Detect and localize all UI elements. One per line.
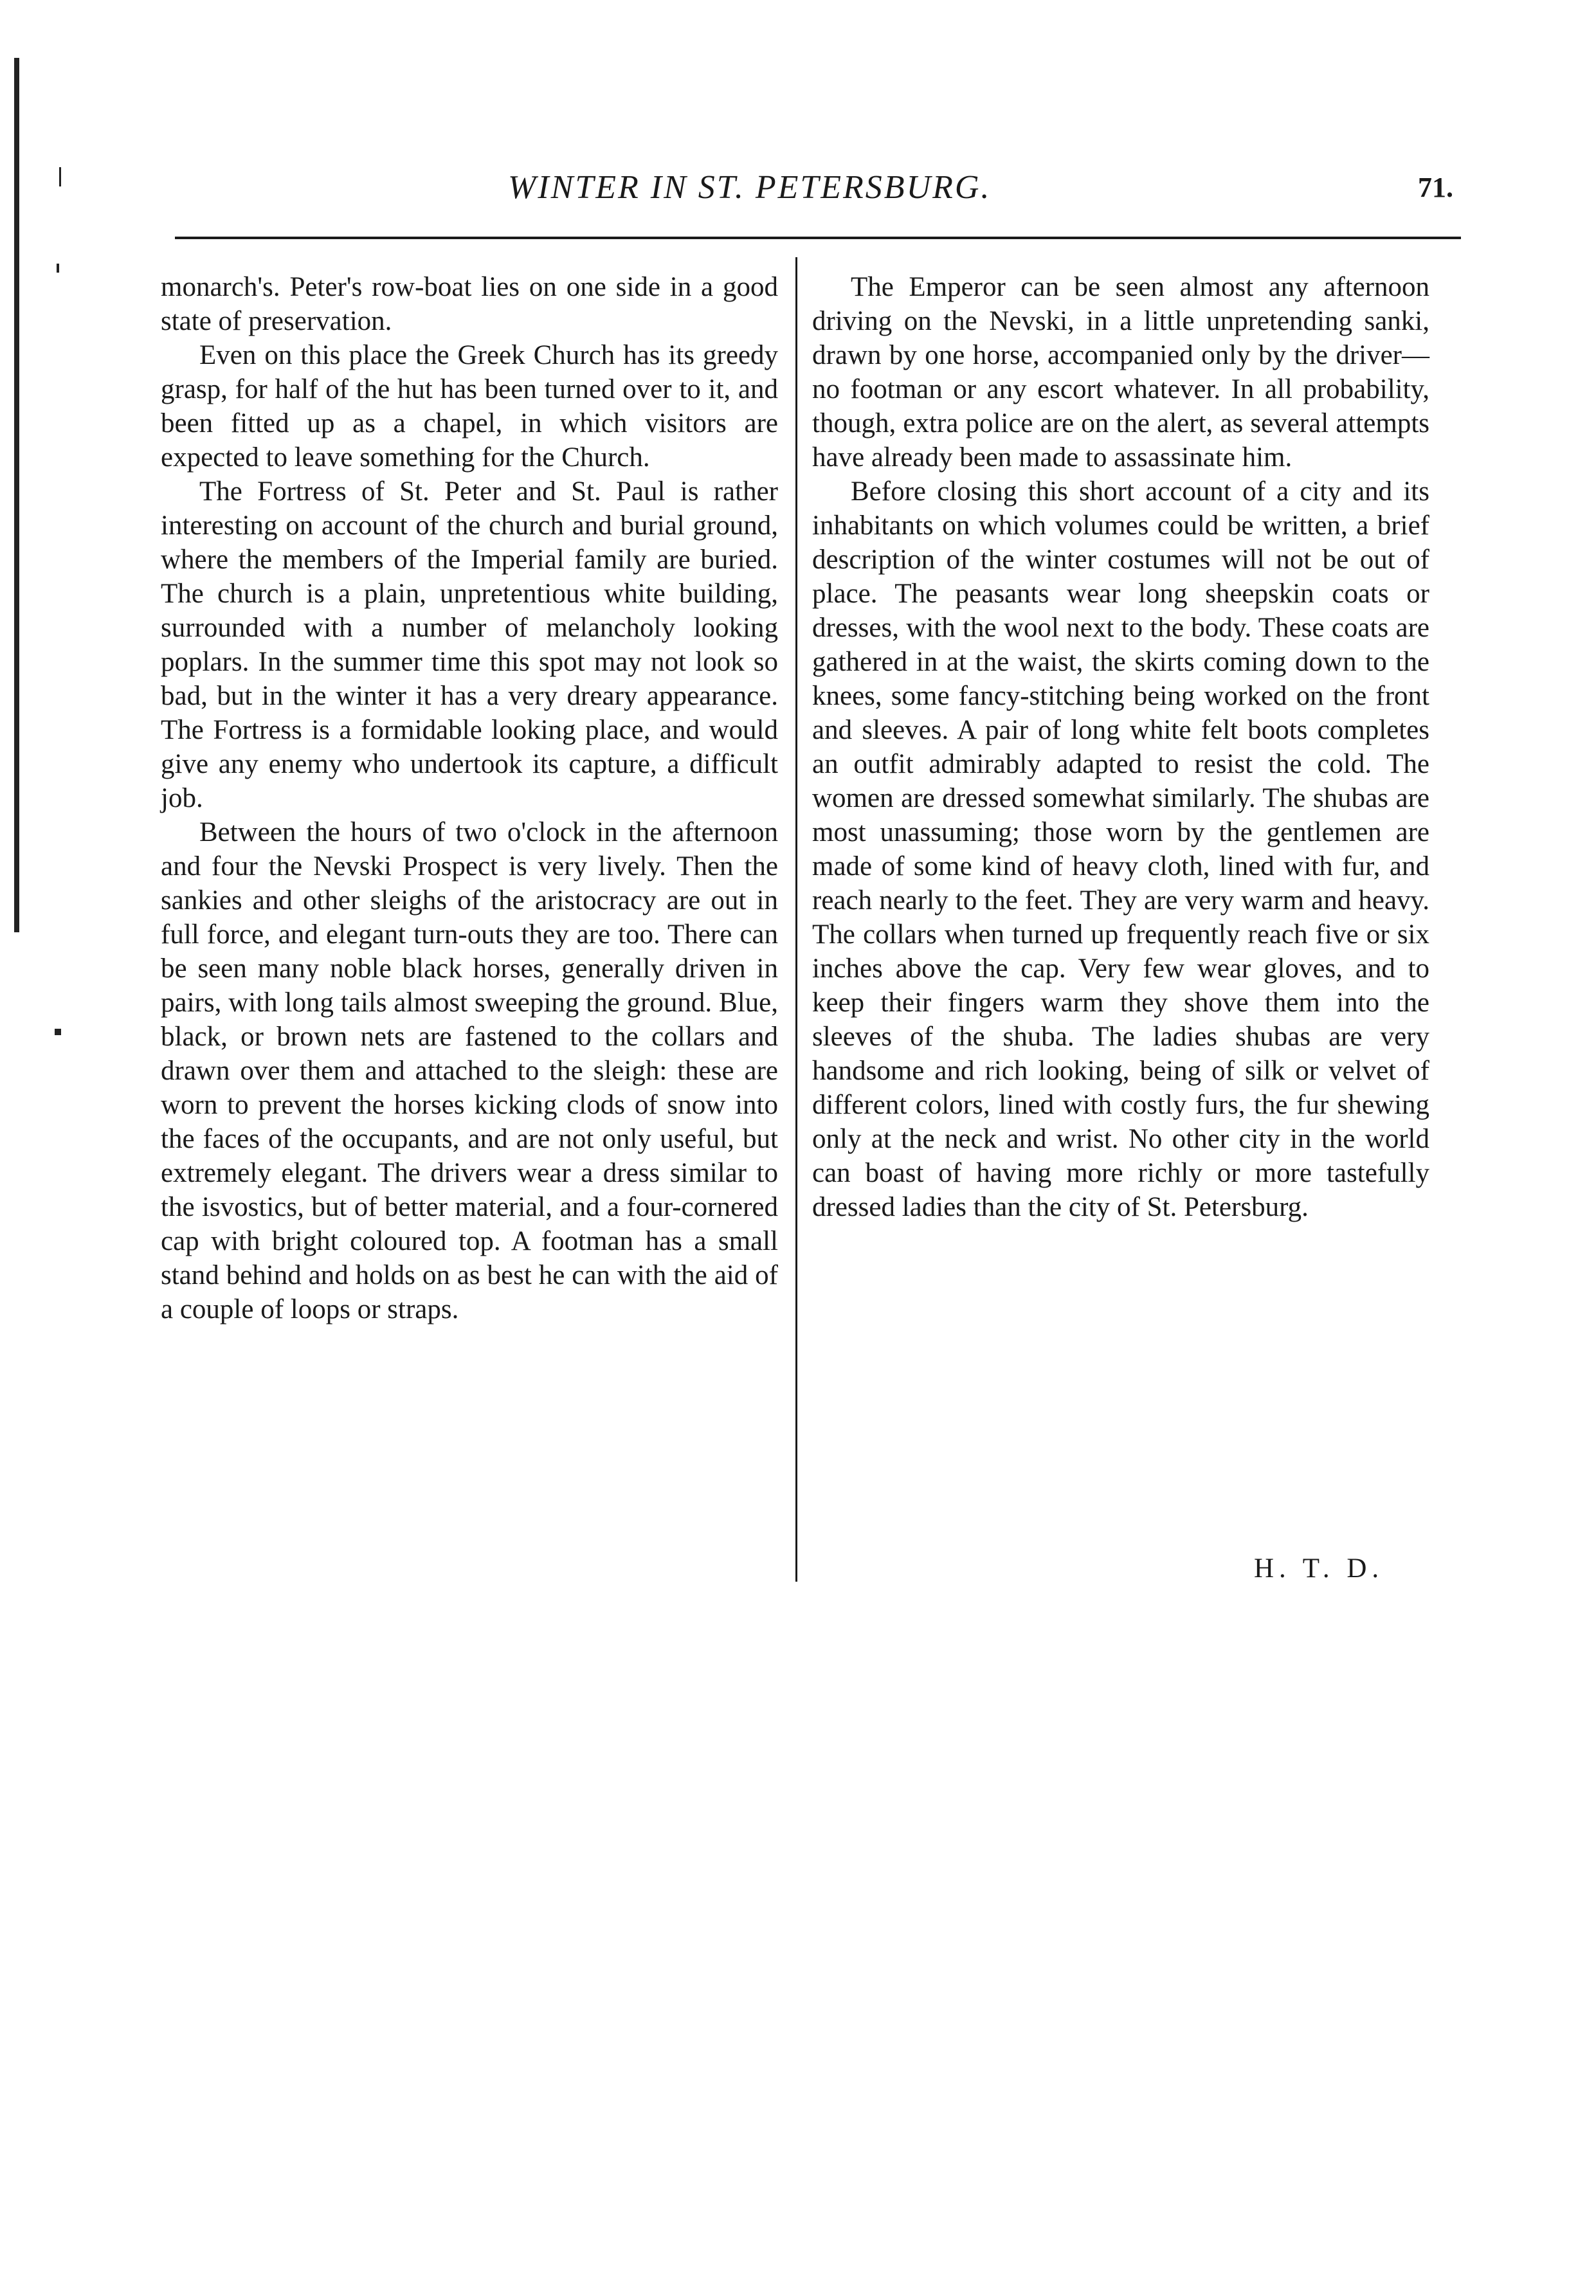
author-signature: H. T. D. [1254, 1553, 1384, 1584]
paragraph: Between the hours of two o'clock in the afternoon and four the Nevski Prospect is very lively. Then the sankies and other sleighs of the aristocracy are out in full force, and elegant turn-outs they are too. There can be seen many noble black horses, generally driven in pairs, with long tails almost sweeping the ground. Blue, black, or brown nets are fastened to the collars and drawn over them and attached to the sleigh: these are worn to prevent the horses kicking clods of snow into the faces of the occupants, and are not only useful, but extremely elegant. The drivers wear a dress similar to the isvostics, but of better material, and a four-cornered cap with bright coloured top. A footman has a small stand behind and holds on as best he can with the aid of a couple of loops or straps. [161, 817, 778, 1324]
paragraph: monarch's. Peter's row-boat lies on one side in a good state of preservation. [161, 272, 778, 336]
page-header [174, 168, 1460, 220]
scan-edge-line [14, 58, 19, 932]
scan-speck [57, 264, 59, 273]
page-number: 71. [1418, 172, 1453, 203]
paragraph: The Fortress of St. Peter and St. Paul is rather interesting on account of the church and burial ground, where the members of the Imperial family are buried. The church is a plain, unpretentious white building, surrounded with a number of melancholy looking poplars. In the summer time this spot may not look so bad, but in the winter it has a very dreary appearance. The Fortress is a formidable looking place, and would give any enemy who undertook its capture, a difficult job. [161, 476, 778, 813]
scan-speck [55, 1029, 61, 1035]
header-rule [175, 237, 1461, 239]
column-divider [795, 257, 797, 1582]
paragraph: The Emperor can be seen almost any afternoon driving on the Nevski, in a little unpretending sanki, drawn by one horse, accompanied only by the driver—no footman or any escort whatever. In all probability, though, extra police are on the alert, as several attempts have already been made to assassinate him. [812, 272, 1429, 473]
right-column [812, 270, 1429, 1224]
paragraph: Even on this place the Greek Church has its greedy grasp, for half of the hut has been turned over to it, and been fitted up as a chapel, in which visitors are expected to leave something for the Church. [161, 340, 778, 473]
paragraph: Before closing this short account of a city and its inhabitants on which volumes could be written, a brief description of the winter costumes will not be out of place. The peasants wear long sheepskin coats or dresses, with the wool next to the body. These coats are gathered in at the waist, the skirts coming down to the knees, some fancy-stitching being worked on the front and sleeves. A pair of long white felt boots completes an outfit admirably adapted to resist the cold. The women are dressed somewhat similarly. The shubas are most unassuming; those worn by the gentlemen are made of some kind of heavy cloth, lined with fur, and reach nearly to the feet. They are very warm and heavy. The collars when turned up frequently reach five or six inches above the cap. Very few wear gloves, and to keep their fingers warm they shove them into the sleeves of the shuba. The ladies shubas are very handsome and rich looking, being of silk or velvet of different colors, lined with costly furs, the fur shewing only at the neck and wrist. No other city in the world can boast of having more richly or more tastefully dressed ladies than the city of St. Petersburg. [812, 476, 1429, 1222]
scan-speck [59, 167, 61, 186]
running-title: WINTER IN ST. PETERSBURG. [508, 169, 992, 206]
left-column [161, 270, 778, 1326]
